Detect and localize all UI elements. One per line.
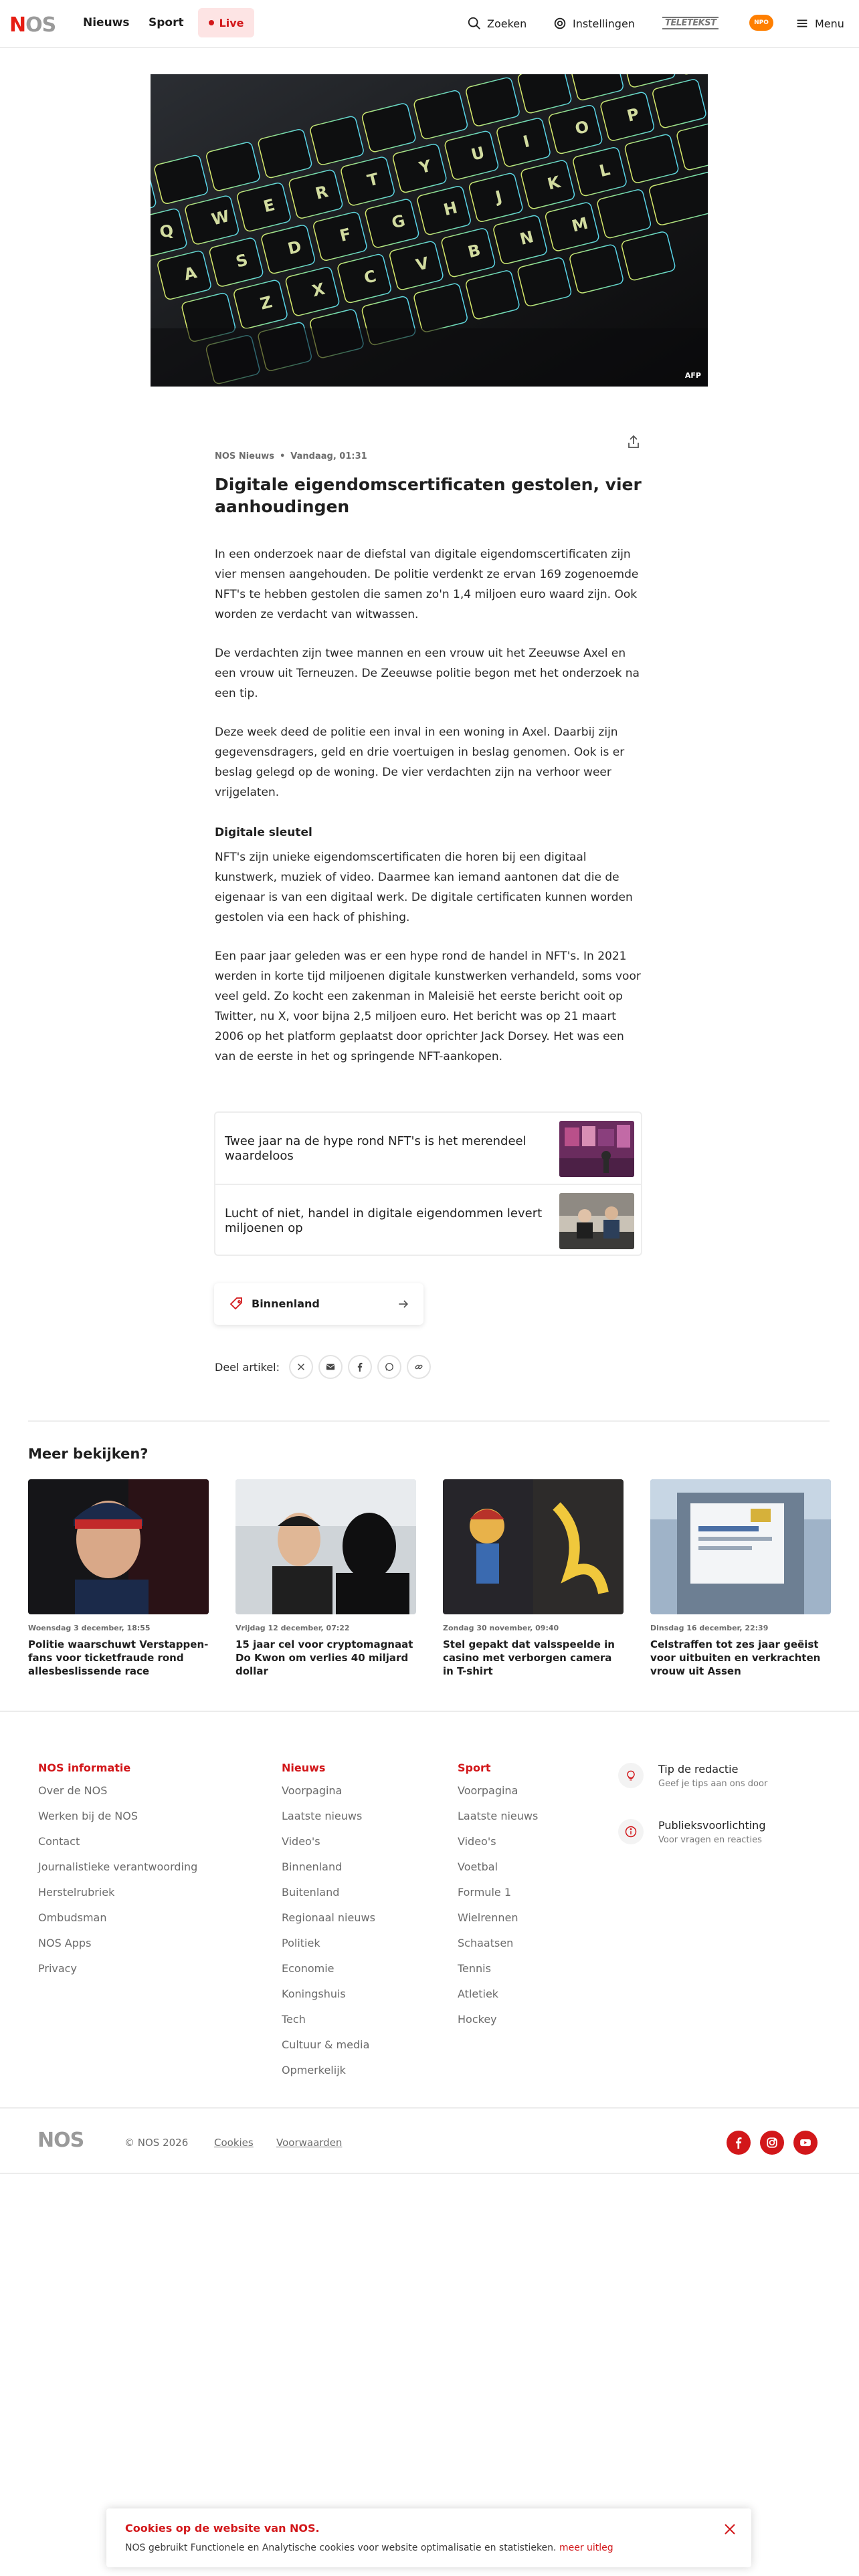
footer-link[interactable]: Wielrennen [458,1911,518,1924]
share-whatsapp-button[interactable] [377,1355,401,1379]
footer-link[interactable]: Herstelrubriek [38,1886,115,1899]
gear-icon [553,16,567,31]
more-card-1[interactable] [28,1479,209,1678]
svg-text:H: H [442,198,460,220]
nos-logo[interactable]: N OS [9,13,56,37]
footer-link[interactable]: Ombudsman [38,1911,107,1924]
svg-text:W: W [209,207,231,229]
youtube-link[interactable] [793,2131,818,2155]
article-paragraph: In een onderzoek naar de diefstal van digitale eigendomscertificaten zijn vier mensen aangehouden. De politie verdenkt ze ervan 169 zogenoemde NFT's te hebben gestolen die samen zo'n 1,4 miljoen euro waard zijn. Ook worden ze verdacht van witwassen. [215,548,639,621]
footer-col-title: Sport [458,1761,491,1774]
svg-text:Q: Q [157,220,176,242]
menu-button[interactable]: Menu [795,16,844,31]
footer-link[interactable]: Economie [282,1962,335,1975]
article-timestamp: Vandaag, 01:31 [290,451,367,461]
svg-text:Y: Y [417,156,434,178]
nav-sport[interactable]: Sport [149,16,184,29]
cookie-close-button[interactable] [719,2519,741,2541]
cookie-banner [106,2508,751,2567]
share-button[interactable] [620,429,647,456]
keyboard-photo [151,74,708,387]
footer-link[interactable]: Privacy [38,1962,77,1975]
footer-link[interactable]: Hockey [458,2013,497,2026]
whatsapp-icon [385,1362,394,1372]
instagram-icon [766,2137,778,2149]
more-thumbnail [28,1479,209,1614]
footer-link[interactable]: Cultuur & media [282,2038,370,2051]
svg-text:R: R [313,182,330,203]
svg-text:D: D [286,237,304,259]
section-divider [28,1420,830,1422]
cookie-more-link[interactable]: meer uitleg [559,2543,613,2553]
footer-link[interactable]: Voorpagina [282,1784,343,1797]
footer-link[interactable]: Koningshuis [282,1988,346,2000]
footer-link[interactable]: Formule 1 [458,1886,511,1899]
related-title: Twee jaar na de hype rond NFT's is het merendeel waardeloos [225,1134,527,1163]
hamburger-icon [795,16,809,31]
article-paragraph: NFT's zijn unieke eigendomscertificaten die horen bij een digitaal kunstwerk, muziek of video. Daarmee kan iemand aantonen dat die de eigenaar is van een digitaal werk. De digitale certificaten kunnen worden gestolen via een hack of phishing. [215,851,633,924]
article-paragraph: Een paar jaar geleden was er een hype rond de handel in NFT's. In 2021 werden in korte tijd miljoenen digitale kunstwerken verhandeld, soms voor veel geld. Zo kocht een zakenman in Maleisië het eerste bericht ooit op Twitter, nu X, voor bijna 2,5 miljoen euro. Het bericht was op 21 maart 2006 op het platform geplaatst door oprichter Jack Dorsey. Het was een van de eerste in het og springende NFT-aankopen. [215,950,641,1063]
category-link-binnenland[interactable] [214,1283,423,1325]
svg-text:A: A [182,263,199,285]
footer-link[interactable]: Over de NOS [38,1784,108,1797]
footer-link[interactable]: Buitenland [282,1886,340,1899]
footer-border [0,1711,859,1712]
search-icon [467,16,482,31]
footer-link[interactable]: Laatste nieuws [282,1810,363,1822]
copyright: © NOS 2026 [124,2137,189,2149]
nav-news[interactable]: Nieuws [83,16,130,29]
footer-link[interactable]: Voetbal [458,1860,498,1873]
more-card-3[interactable] [443,1479,624,1678]
tag-icon [229,1296,245,1312]
settings-button[interactable]: Instellingen [553,16,635,31]
footer-col-title: NOS informatie [38,1761,131,1774]
more-card-4[interactable] [650,1479,831,1678]
footer-link[interactable]: Tech [282,2013,306,2026]
footer-link[interactable]: Binnenland [282,1860,343,1873]
svg-text:B: B [466,240,483,262]
footer-col-sport [458,1761,538,2038]
share-email-button[interactable] [318,1355,343,1379]
close-icon [722,2521,738,2537]
npo-logo[interactable]: NPO [749,15,773,31]
facebook-icon [355,1362,365,1372]
related-article-1[interactable] [215,1113,641,1185]
hero-image [151,74,708,387]
svg-text:M: M [569,213,590,236]
svg-text:I: I [521,132,532,152]
footer-link[interactable]: Video's [458,1835,496,1848]
svg-text:C: C [362,266,379,288]
footer-link[interactable]: Politiek [282,1937,320,1949]
footer-link[interactable]: Laatste nieuws [458,1810,539,1822]
more-thumbnail [235,1479,416,1614]
svg-text:J: J [493,187,504,207]
article-paragraph: Deze week deed de politie een inval in een woning in Axel. Daarbij zijn gegevensdragers, geld en drie voertuigen in beslag genomen. Ook is er beslag gelegd op de woning. De vier verdachten zijn na verhoor weer vrijgelaten. [215,726,625,799]
arrow-right-icon [397,1297,410,1311]
article-subheading: Digitale sleutel [215,826,312,839]
more-thumbnail [650,1479,831,1614]
footer-link[interactable]: Tennis [458,1962,491,1975]
footer-link[interactable]: Schaatsen [458,1937,514,1949]
more-heading: Meer bekijken? [28,1446,149,1462]
related-thumbnail [559,1121,634,1177]
svg-text:K: K [545,172,563,194]
svg-text:S: S [233,250,250,272]
more-thumbnail [443,1479,624,1614]
article-title: Digitale eigendomscertificaten gestolen, vier aanhoudingen [215,475,642,516]
link-icon [414,1362,423,1372]
photo-credit: AFP [684,371,701,380]
share-x-button[interactable] [289,1355,313,1379]
related-articles [214,1111,642,1256]
related-article-2[interactable] [215,1184,641,1256]
facebook-link[interactable] [727,2131,751,2155]
youtube-icon [799,2137,812,2149]
svg-text:X: X [310,279,327,301]
related-title: Lucht of niet, handel in digitale eigendommen levert miljoenen op [225,1206,543,1235]
svg-text:L: L [597,160,612,181]
share-label: Deel artikel: [215,1360,280,1374]
footer-col-nos-informatie [38,1761,197,1987]
svg-text:Z: Z [258,292,274,314]
mail-icon [326,1362,335,1372]
more-title: Celstraffen tot zes jaar geëist voor uitbuiten en verkrachten vrouw uit Assen [650,1638,821,1677]
aside-title: Tip de redactie [658,1763,739,1776]
more-card-2[interactable] [235,1479,416,1678]
footer-border [0,2173,859,2174]
article-meta [215,451,367,461]
footer-border [0,2107,859,2109]
tip-redactie-link[interactable] [618,1763,819,1795]
facebook-icon [733,2137,745,2149]
terms-link[interactable]: Voorwaarden [276,2137,343,2149]
share-facebook-button[interactable] [348,1355,372,1379]
svg-text:U: U [469,142,487,165]
footer-col-title: Nieuws [282,1761,326,1774]
teletekst-link[interactable]: TELETEKST [662,17,719,29]
footer-link[interactable]: NOS Apps [38,1937,92,1949]
svg-text:E: E [261,195,277,217]
footer-nos-logo[interactable]: NOS [37,2129,84,2152]
more-date: Zondag 30 november, 09:40 [443,1624,559,1632]
x-icon [296,1362,306,1372]
more-title: 15 jaar cel voor cryptomagnaat Do Kwon om verlies 40 miljard dollar [235,1638,413,1677]
footer-link[interactable]: Video's [282,1835,320,1848]
share-row [215,1355,436,1379]
nav-live[interactable]: Live [198,8,254,37]
more-title: Politie waarschuwt Verstappen-fans voor ticketfraude rond allesbeslissende race [28,1638,209,1677]
info-icon [618,1819,644,1844]
aside-title: Publieksvoorlichting [658,1819,766,1832]
cookie-text: NOS gebruikt Functionele en Analytische cookies voor website optimalisatie en statistieken. meer uitleg [125,2543,613,2553]
svg-text:T: T [365,169,381,191]
meta-separator: • [279,451,286,461]
article-paragraph: De verdachten zijn twee mannen en een vrouw uit het Zeeuwse Axel en een vrouw uit Terneuzen. De Zeeuwse politie begon met het onderzoek na een tip. [215,647,640,700]
aside-sub: Geef je tips aan ons door [658,1779,768,1789]
svg-text:O: O [573,117,591,139]
cookies-link[interactable]: Cookies [214,2137,254,2149]
article-source: NOS Nieuws [215,451,274,461]
footer-link[interactable]: Atletiek [458,1988,499,2000]
more-title: Stel gepakt dat valsspeelde in casino met verborgen camera in T-shirt [443,1638,615,1677]
more-date: Woensdag 3 december, 18:55 [28,1624,151,1632]
live-dot-icon [209,20,214,25]
footer-link[interactable]: Voorpagina [458,1784,518,1797]
footer-link[interactable]: Opmerkelijk [282,2064,346,2076]
svg-text:P: P [625,104,642,126]
more-date: Dinsdag 16 december, 22:39 [650,1624,769,1632]
instagram-link[interactable] [760,2131,784,2155]
footer-link[interactable]: Journalistieke verantwoording [38,1860,198,1873]
footer-link[interactable]: Contact [38,1835,80,1848]
footer-col-nieuws [282,1761,375,2088]
aside-sub: Voor vragen en reacties [658,1835,762,1845]
publieksvoorlichting-link[interactable] [618,1819,819,1851]
search-button[interactable]: Zoeken [467,16,527,31]
share-link-button[interactable] [407,1355,431,1379]
more-date: Vrijdag 12 december, 07:22 [235,1624,350,1632]
footer-link[interactable]: Regionaal nieuws [282,1911,375,1924]
category-label: Binnenland [252,1297,320,1310]
svg-text:V: V [413,253,431,275]
svg-text:F: F [337,224,353,245]
svg-text:N: N [518,227,536,249]
svg-text:G: G [389,211,407,233]
related-thumbnail [559,1193,634,1249]
site-header [0,0,859,48]
lightbulb-icon [618,1763,644,1788]
footer-link[interactable]: Werken bij de NOS [38,1810,138,1822]
cookie-title: Cookies op de website van NOS. [125,2522,320,2535]
share-icon [626,434,642,450]
